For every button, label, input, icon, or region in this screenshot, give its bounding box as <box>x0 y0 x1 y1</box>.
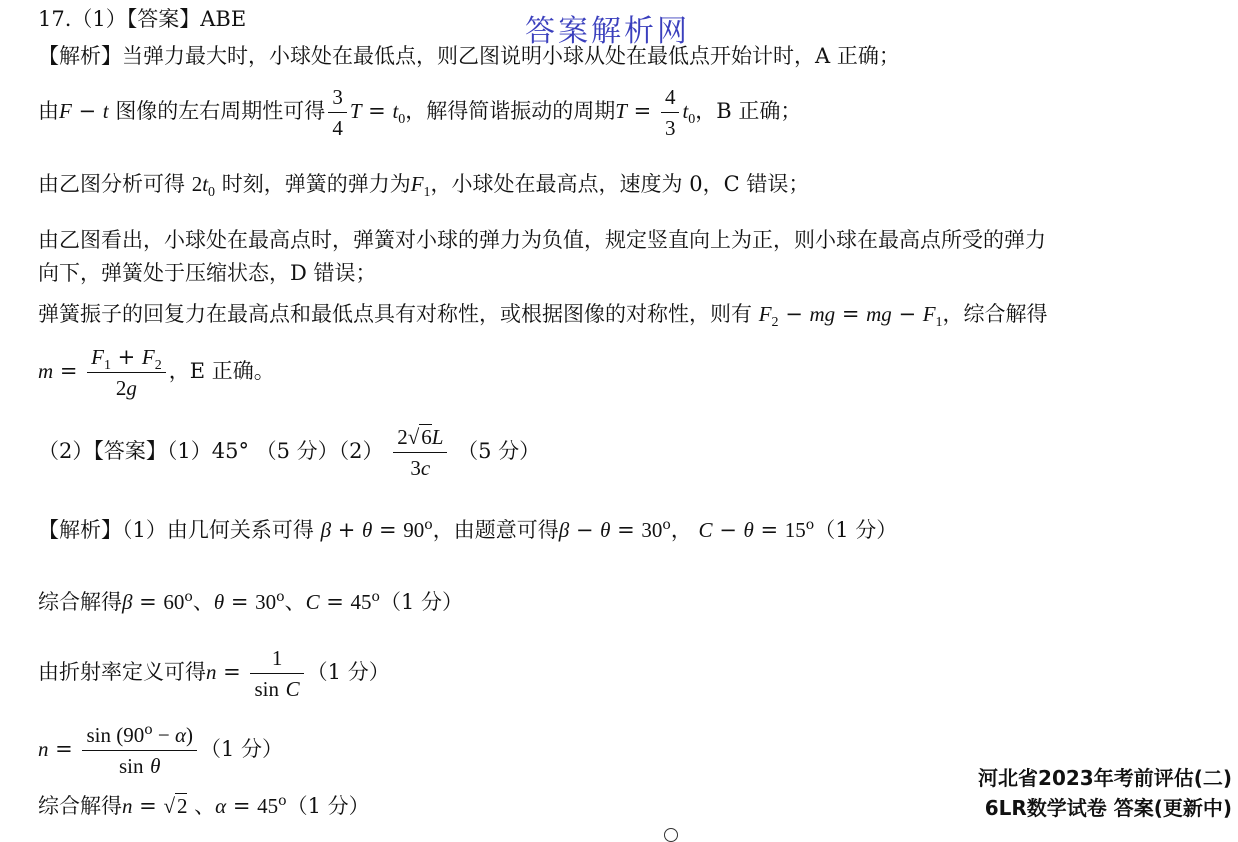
analysis-line-1: 【解析】当弹力最大时，小球处在最低点，则乙图说明小球从处在最低点开始计时，A 正确； <box>38 44 900 68</box>
page-mark-icon <box>664 828 678 842</box>
answer-17-2: （2）【答案】（1）45° （5 分）（2） $\frac{2√6L}{3c}$ （5 分） <box>38 422 540 483</box>
solution-line-5: 综合解得n = √2 、$\alpha = 45^o(1$ 分） <box>38 793 370 818</box>
solution-line-2: 综合解得$\beta = 60^o$、$\theta = 30^o$、$C = 45^o(1$ 分） <box>38 589 464 614</box>
fraction: $\frac{4}{3}$ <box>661 82 680 143</box>
answer-17-1: 17.（1）【答案】ABE <box>38 7 247 31</box>
fraction: $\frac{\sin (90^o - \alpha)}{\text{sin θ}}$ <box>82 720 197 781</box>
stamp-line-2: 6LR数学试卷 答案(更新中) <box>984 796 1232 820</box>
fraction: $\frac{1}{\text{sin C}}$ <box>250 643 303 704</box>
fraction: $\frac{3}{4}$ <box>328 82 347 143</box>
stamp-line-1: 河北省2023年考前评估(二) <box>978 766 1232 790</box>
analysis-line-4: 由乙图看出，小球处在最高点时，弹簧对小球的弹力为负值，规定竖直向上为正，则小球在最高点所受的弹力 <box>38 228 1046 252</box>
analysis-line-5: 向下，弹簧处于压缩状态，D 错误； <box>38 261 377 285</box>
solution-line-4: n = $\frac{\sin (90^o - \alpha)}{\text{sin θ}}$ （1 分） <box>38 720 283 781</box>
analysis-line-2: 由F − t 图像的左右周期性可得 $\frac{3}{4}$ $T = t_0$，解得简谐振动的周期T = $\frac{4}{3}$ $t_0$，B 正确； <box>38 82 801 143</box>
analysis-line-7: m = $\frac{F_1 + F_2}{2g}$ ，E 正确。 <box>38 342 275 403</box>
solution-line-3: 由折射率定义可得n = $\frac{1}{\text{sin C}}$ （1 分） <box>38 643 390 704</box>
solution-line-1: 【解析】（1）由几何关系可得 $\beta + \theta = 90^o$，由题意可得$\beta - \theta = 30^o$， $C - \theta = 15^o(1$ 分） <box>38 517 898 542</box>
watermark: 答案解析网 <box>525 14 690 49</box>
analysis-line-3: 由乙图分析可得 $2t_0$ 时刻，弹簧的弹力为$F_1$，小球处在最高点，速度为 0，C 错误； <box>38 172 810 201</box>
fraction: $\frac{2√6L}{3c}$ <box>393 422 447 483</box>
fraction: $\frac{F_1 + F_2}{2g}$ <box>87 342 166 403</box>
analysis-line-6: 弹簧振子的回复力在最高点和最低点具有对称性，或根据图像的对称性，则有 $F_2$ − mg = mg − $F_1$，综合解得 <box>38 302 1048 331</box>
